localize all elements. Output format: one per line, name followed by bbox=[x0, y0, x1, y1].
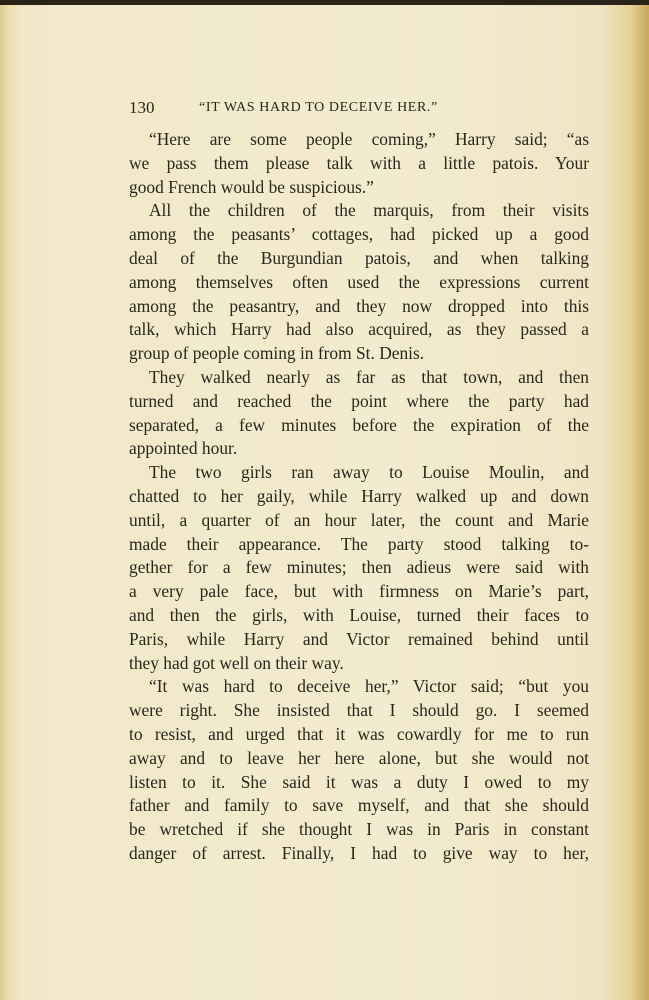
page-top-edge bbox=[0, 0, 649, 5]
text-line: made their appearance. The party stood talking to- bbox=[129, 533, 589, 554]
text-line: They walked nearly as far as that town, and then bbox=[149, 366, 589, 387]
text-line: All the children of the marquis, from their visits bbox=[149, 200, 589, 221]
text-line: until, a quarter of an hour later, the count and Marie bbox=[129, 509, 589, 530]
text-line: Paris, while Harry and Victor remained behind until bbox=[129, 628, 589, 649]
paragraph-4 bbox=[129, 461, 589, 675]
text-line: turned and reached the point where the party had bbox=[129, 390, 589, 411]
text-line: group of people coming in from St. Denis. bbox=[129, 343, 425, 364]
text-line: danger of arrest. Finally, I had to give way to her, bbox=[129, 842, 589, 863]
text-line: deal of the Burgundian patois, and when talking bbox=[129, 247, 589, 268]
text-line: listen to it. She said it was a duty I owed to my bbox=[129, 771, 589, 792]
text-line: appointed hour. bbox=[129, 438, 238, 459]
text-line: were right. She insisted that I should go. I seemed bbox=[129, 700, 589, 721]
text-line: “It was hard to deceive her,” Victor said; “but you bbox=[149, 676, 589, 697]
text-line: be wretched if she thought I was in Paris in constant bbox=[129, 819, 589, 840]
paragraph-2 bbox=[129, 199, 589, 366]
body-text bbox=[129, 128, 589, 866]
text-line: chatted to her gaily, while Harry walked up and down bbox=[129, 485, 589, 506]
text-line: they had got well on their way. bbox=[129, 652, 344, 673]
text-line: gether for a few minutes; then adieus were said with bbox=[129, 557, 589, 578]
text-line: separated, a few minutes before the expiration of the bbox=[129, 414, 589, 435]
text-line: father and family to save myself, and that she should bbox=[129, 795, 589, 816]
text-line: talk, which Harry had also acquired, as they passed a bbox=[129, 319, 589, 340]
running-head bbox=[129, 98, 589, 120]
text-line: among themselves often used the expressions current bbox=[129, 271, 589, 292]
text-line: among the peasantry, and they now dropped into this bbox=[129, 295, 589, 316]
text-line: a very pale face, but with firmness on Marie’s part, bbox=[129, 581, 589, 602]
text-line: among the peasants’ cottages, had picked up a good bbox=[129, 224, 589, 245]
text-line: “Here are some people coming,” Harry said; “as bbox=[149, 129, 589, 149]
page-number: 130 bbox=[129, 98, 155, 117]
paragraph-5 bbox=[129, 675, 589, 865]
text-line: we pass them please talk with a little patois. Your bbox=[129, 152, 589, 173]
paragraph-3 bbox=[129, 366, 589, 461]
text-line: away and to leave her here alone, but she would not bbox=[129, 747, 589, 768]
text-line: and then the girls, with Louise, turned their faces to bbox=[129, 604, 589, 625]
text-line: good French would be suspicious.” bbox=[129, 176, 374, 197]
running-head-title: “IT WAS HARD TO DECEIVE HER.” bbox=[199, 100, 438, 115]
text-line: to resist, and urged that it was cowardly for me to run bbox=[129, 723, 589, 744]
paragraph-1 bbox=[129, 128, 589, 199]
text-line: The two girls ran away to Louise Moulin, and bbox=[149, 462, 589, 483]
